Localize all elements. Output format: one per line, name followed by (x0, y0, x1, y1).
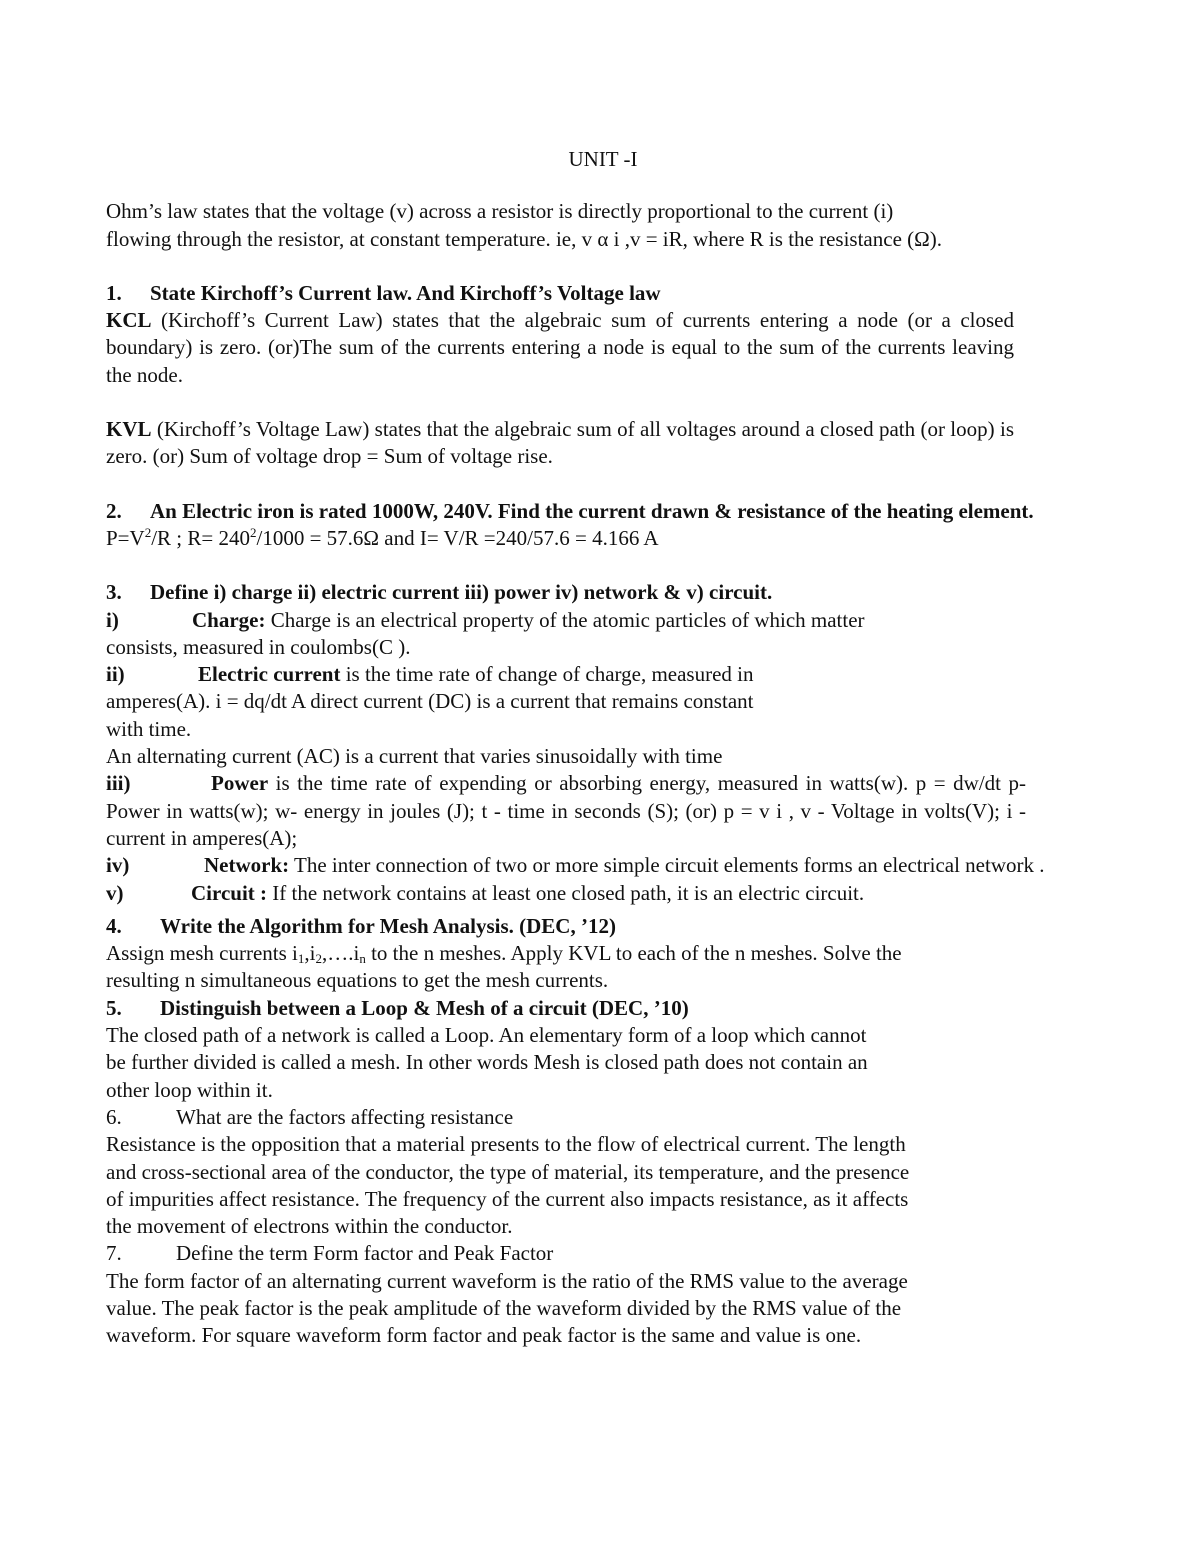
definition-text: Charge is an electrical property of the atomic particles of which matter (265, 607, 865, 632)
answer-part: ,i (304, 941, 316, 966)
kcl-paragraph (106, 307, 1014, 389)
definition-tag: ii) (106, 662, 125, 687)
definition-tag: i) (106, 607, 119, 632)
answer-part: /1000 = 57.6Ω and I= V/R =240/57.6 = 4.166 A (256, 525, 659, 550)
question-1-heading (106, 280, 1090, 307)
question-2-answer (106, 525, 1090, 552)
definition-power (106, 770, 1026, 852)
question-6-line-4: the movement of electrons within the conductor. (106, 1214, 513, 1239)
question-5-line-3: other loop within it. (106, 1077, 273, 1102)
question-3-heading (106, 579, 1090, 606)
definition-term: Circuit : (191, 880, 268, 905)
kvl-paragraph (106, 416, 1014, 471)
question-7-line-2: value. The peak factor is the peak amplitude of the waveform divided by the RMS value of the (106, 1295, 902, 1320)
definition-term: Network: (204, 853, 290, 878)
question-4-heading (106, 913, 1090, 940)
definition-ac: An alternating current (AC) is a current that varies sinusoidally with time (106, 744, 723, 769)
answer-part: Assign mesh currents i (106, 941, 298, 966)
definition-circuit (106, 880, 1090, 907)
question-7-heading (106, 1240, 1090, 1267)
question-1-text: State Kirchoff’s Current law. And Kirchoff’s Voltage law (150, 280, 661, 305)
question-6-line-3: of impurities affect resistance. The frequency of the current also impacts resistance, as it affects (106, 1186, 909, 1211)
document-page (106, 146, 1090, 1350)
superscript: 2 (249, 524, 257, 540)
subscript: 2 (315, 951, 322, 967)
page-title: UNIT -I (568, 147, 638, 171)
definition-term: Charge: (192, 607, 266, 632)
question-1-number: 1. (106, 280, 122, 305)
question-2-number: 2. (106, 498, 122, 523)
answer-part: ,….i (322, 941, 360, 966)
answer-part: to the n meshes. Apply KVL to each of the n meshes. Solve the (365, 941, 902, 966)
definition-charge (106, 607, 1090, 634)
definition-term: Electric current (198, 662, 341, 687)
question-6-number: 6. (106, 1104, 122, 1129)
definition-tag: iv) (106, 853, 130, 878)
definition-current-cont: amperes(A). i = dq/dt A direct current (DC) is a current that remains constant (106, 689, 754, 714)
question-3-number: 3. (106, 580, 122, 605)
question-4-answer (106, 940, 1090, 967)
definition-charge-cont: consists, measured in coulombs(C ). (106, 634, 411, 659)
definition-network (106, 852, 1090, 879)
definition-tag: iii) (106, 771, 131, 796)
question-4-answer-cont: resulting n simultaneous equations to get the mesh currents. (106, 968, 609, 993)
question-2-text: An Electric iron is rated 1000W, 240V. Find the current drawn & resistance of the heating element. (150, 498, 1034, 523)
answer-part: P=V (106, 525, 145, 550)
subscript: n (359, 951, 366, 967)
definition-text: is the time rate of change of charge, measured in (340, 662, 754, 687)
kcl-text: (Kirchoff’s Current Law) states that the algebraic sum of currents entering a node (or a closed boundary) is zero. (or)The sum of the currents entering a node is equal to the sum of the currents leaving the node. (106, 308, 1014, 387)
intro-line-2: flowing through the resistor, at constant temperature. ie, v α i ,v = iR, where R is the resistance (Ω). (106, 226, 942, 251)
question-4-number: 4. (106, 913, 122, 938)
question-4-text: Write the Algorithm for Mesh Analysis. (DEC, ’12) (160, 913, 616, 938)
definition-text: is the time rate of expending or absorbing energy, measured in watts(w). p = dw/dt p- Power in watts(w); w- energy in joules (J); t - time in seconds (S); (or) p = v i , v - Voltage in volts(V); i - current in amperes(A); (106, 771, 1026, 850)
definition-text: If the network contains at least one closed path, it is an electric circuit. (267, 880, 865, 905)
question-7-line-1: The form factor of an alternating current waveform is the ratio of the RMS value to the average (106, 1268, 908, 1293)
subscript: 1 (297, 951, 305, 967)
question-5-number: 5. (106, 995, 122, 1020)
question-6-text: What are the factors affecting resistance (176, 1104, 514, 1129)
answer-part: /R ; R= 240 (151, 525, 250, 550)
question-3-text: Define i) charge ii) electric current iii) power iv) network & v) circuit. (150, 580, 773, 605)
question-5-heading (106, 995, 1090, 1022)
kcl-term: KCL (106, 308, 152, 333)
question-5-text: Distinguish between a Loop & Mesh of a circuit (DEC, ’10) (160, 995, 689, 1020)
kvl-text: (Kirchoff’s Voltage Law) states that the algebraic sum of all voltages around a closed path (or loop) is zero. (or) Sum of voltage drop = Sum of voltage rise. (106, 417, 1014, 469)
question-7-line-3: waveform. For square waveform form factor and peak factor is the same and value is one. (106, 1323, 862, 1348)
definition-text: The inter connection of two or more simple circuit elements forms an electrical network . (289, 853, 1045, 878)
definition-current-cont-2: with time. (106, 716, 192, 741)
question-7-text: Define the term Form factor and Peak Factor (176, 1241, 554, 1266)
question-2-heading (106, 498, 1090, 525)
definition-term: Power (211, 771, 269, 796)
definition-tag: v) (106, 880, 124, 905)
intro-line-1: Ohm’s law states that the voltage (v) across a resistor is directly proportional to the current (i) (106, 199, 894, 224)
kvl-term: KVL (106, 417, 152, 442)
question-5-line-2: be further divided is called a mesh. In other words Mesh is closed path does not contain an (106, 1050, 868, 1075)
definition-current (106, 661, 1090, 688)
question-6-line-1: Resistance is the opposition that a material presents to the flow of electrical current. The length (106, 1132, 906, 1157)
question-5-line-1: The closed path of a network is called a Loop. An elementary form of a loop which cannot (106, 1023, 867, 1048)
question-6-heading (106, 1104, 1090, 1131)
superscript: 2 (144, 524, 152, 540)
question-7-number: 7. (106, 1241, 122, 1266)
question-6-line-2: and cross-sectional area of the conductor, the type of material, its temperature, and the presence (106, 1159, 910, 1184)
